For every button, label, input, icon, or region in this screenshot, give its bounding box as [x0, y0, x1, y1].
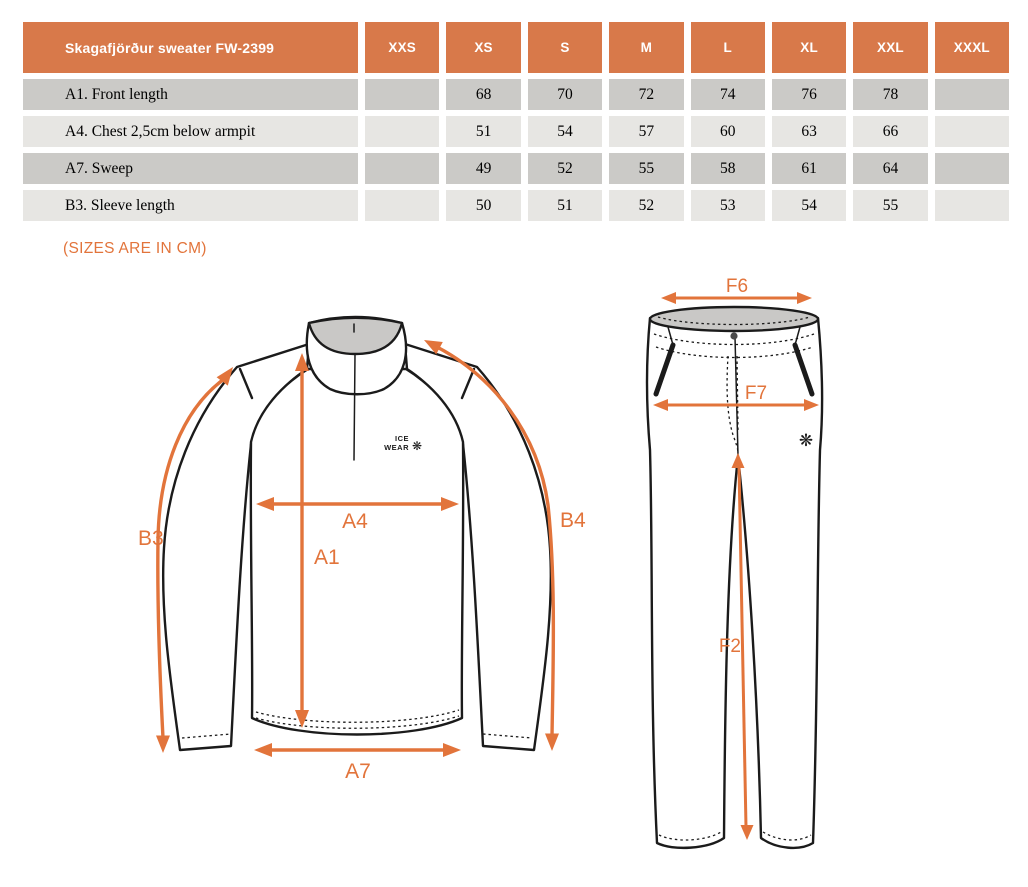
size-chart-table	[16, 16, 1016, 227]
size-value-cell: 57	[609, 116, 683, 147]
size-value-cell: 63	[772, 116, 846, 147]
size-value-cell: 52	[528, 153, 602, 184]
a7-arrowhead-right	[443, 743, 461, 757]
table-row-sleeve-length	[23, 190, 1009, 221]
measurement-label: B3. Sleeve length	[23, 190, 358, 221]
size-value-cell	[365, 190, 439, 221]
size-value-cell: 51	[446, 116, 520, 147]
snowflake-icon: ❋	[798, 431, 814, 450]
b3-arrowhead-bottom	[156, 736, 170, 754]
size-value-cell: 72	[609, 79, 683, 110]
measurement-label: A1. Front length	[23, 79, 358, 110]
product-title: Skagafjörður sweater FW-2399	[23, 22, 358, 73]
logo-text-line2: WEAR	[384, 443, 409, 452]
table-row-chest	[23, 116, 1009, 147]
size-value-cell: 70	[528, 79, 602, 110]
zipper-line	[354, 354, 355, 460]
size-header-xs: XS	[446, 22, 520, 73]
size-header-s: S	[528, 22, 602, 73]
size-value-cell: 68	[446, 79, 520, 110]
f2-label: F2	[718, 636, 741, 657]
size-value-cell: 55	[853, 190, 927, 221]
size-value-cell: 64	[853, 153, 927, 184]
size-value-cell: 66	[853, 116, 927, 147]
size-value-cell: 50	[446, 190, 520, 221]
size-header-l: L	[691, 22, 765, 73]
a7-arrowhead-left	[254, 743, 272, 757]
a4-label: A4	[342, 510, 368, 533]
measurement-label: A7. Sweep	[23, 153, 358, 184]
a7-label: A7	[345, 760, 371, 783]
size-value-cell	[365, 116, 439, 147]
size-value-cell: 74	[691, 79, 765, 110]
units-note: (SIZES ARE IN CM)	[63, 240, 207, 257]
f6-arrowhead-left	[661, 292, 676, 304]
size-value-cell	[935, 116, 1009, 147]
f7-label: F7	[744, 383, 768, 404]
b4-label: B4	[560, 509, 586, 532]
size-value-cell	[365, 153, 439, 184]
a1-label: A1	[314, 546, 340, 569]
measurement-label: A4. Chest 2,5cm below armpit	[23, 116, 358, 147]
table-row-sweep	[23, 153, 1009, 184]
size-value-cell: 54	[528, 116, 602, 147]
garment-diagrams	[0, 270, 1028, 887]
size-value-cell: 78	[853, 79, 927, 110]
f2-arrowhead-down	[741, 825, 754, 840]
size-value-cell: 49	[446, 153, 520, 184]
logo-text-line1: ICE	[394, 434, 409, 443]
size-value-cell: 61	[772, 153, 846, 184]
size-value-cell: 53	[691, 190, 765, 221]
f6-arrowhead-right	[797, 292, 812, 304]
size-header-xxxl: XXXL	[935, 22, 1009, 73]
size-value-cell	[935, 153, 1009, 184]
size-value-cell: 51	[528, 190, 602, 221]
size-value-cell	[935, 190, 1009, 221]
size-value-cell: 76	[772, 79, 846, 110]
pants-diagram	[647, 307, 822, 848]
b4-arrowhead-bottom	[545, 734, 559, 752]
snowflake-icon: ❋	[411, 439, 423, 453]
sweater-body	[251, 369, 463, 735]
waist-opening	[650, 307, 818, 331]
size-value-cell	[935, 79, 1009, 110]
b3-label: B3	[138, 527, 164, 550]
pants-body	[647, 309, 822, 848]
size-header-m: M	[609, 22, 683, 73]
size-header-xl: XL	[772, 22, 846, 73]
size-header-row	[23, 22, 1009, 73]
size-value-cell: 60	[691, 116, 765, 147]
table-row-front-length	[23, 79, 1009, 110]
size-value-cell	[365, 79, 439, 110]
size-value-cell: 55	[609, 153, 683, 184]
f6-label: F6	[725, 276, 749, 297]
size-header-xxl: XXL	[853, 22, 927, 73]
size-value-cell: 52	[609, 190, 683, 221]
size-value-cell: 54	[772, 190, 846, 221]
waist-button	[730, 332, 737, 339]
size-header-xxs: XXS	[365, 22, 439, 73]
size-value-cell: 58	[691, 153, 765, 184]
